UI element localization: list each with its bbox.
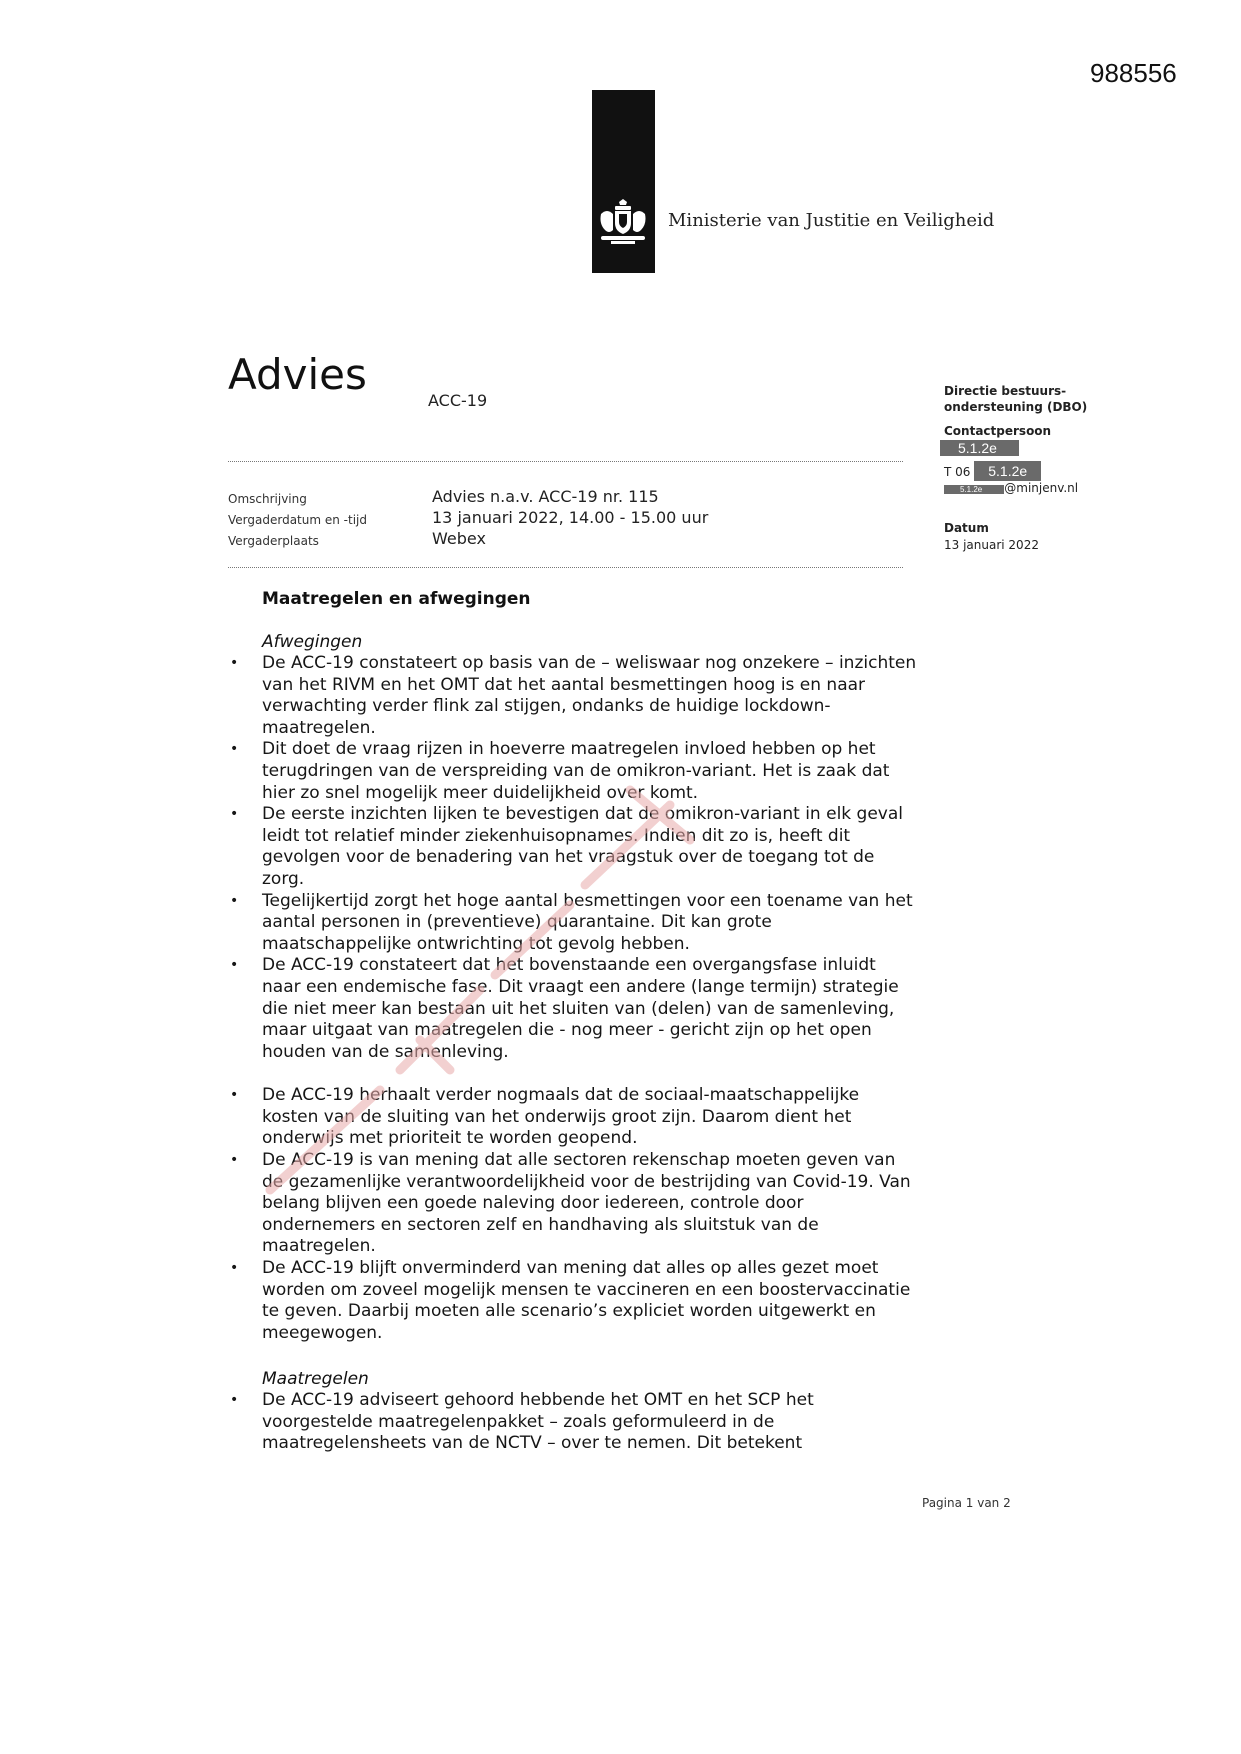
divider-top bbox=[228, 461, 903, 462]
meta-label-vergaderdatum: Vergaderdatum en -tijd bbox=[228, 513, 367, 527]
ministry-name: Ministerie van Justitie en Veiligheid bbox=[668, 210, 995, 231]
list-item: • De eerste inzichten lijken te bevestigen dat de omikron-variant in elk geval leidt tot relatief minder ziekenhuisopnames. Indien dit zo is, heeft dit gevolgen voor de benadering van het vraagstuk over de toegang tot de zorg. bbox=[230, 804, 903, 889]
rijkswapen-coat-of-arms-icon bbox=[595, 198, 652, 248]
contact-phone bbox=[944, 463, 1041, 479]
bullet-list-maatregelen bbox=[228, 1390, 918, 1455]
meta-value-vergaderplaats: Webex bbox=[432, 529, 486, 548]
list-item: • De ACC-19 is van mening dat alle sectoren rekenschap moeten geven van de gezamenlijke verantwoordelijkheid voor de bestrijding van Covid-19. Van belang blijven een goede naleving door iedereen, controle door ondernemers en sectoren zelf en handhaving als sluitstuk van de maatregelen. bbox=[230, 1150, 911, 1257]
redaction-block: 5.1.2e bbox=[944, 485, 1004, 494]
page-number: Pagina 1 van 2 bbox=[922, 1496, 1011, 1510]
meta-value-vergaderdatum: 13 januari 2022, 14.00 - 15.00 uur bbox=[432, 508, 709, 527]
subheading-afwegingen: Afwegingen bbox=[262, 632, 363, 652]
list-item: • De ACC-19 blijft onverminderd van mening dat alles op alles gezet moet worden om zoveel mogelijk mensen te vaccineren en een boostervaccinatie te geven. Daarbij moeten alle scenario’s expliciet worden uitgewerkt en meegewogen. bbox=[230, 1258, 911, 1343]
redaction-block: 5.1.2e bbox=[974, 461, 1041, 481]
list-item: • De ACC-19 constateert op basis van de – weliswaar nog onzekere – inzichten van het RIVM en het OMT dat het aantal besmettingen hoog is en naar verwachting verder flink zal stijgen, ondanks de huidige lockdown-maatregelen. bbox=[230, 653, 917, 738]
subheading-maatregelen: Maatregelen bbox=[262, 1369, 369, 1389]
document-subtitle: ACC-19 bbox=[428, 391, 488, 410]
meta-value-omschrijving: Advies n.a.v. ACC-19 nr. 115 bbox=[432, 487, 659, 506]
contact-email bbox=[944, 481, 1078, 495]
redaction-block: 5.1.2e bbox=[940, 440, 1019, 456]
list-item: • De ACC-19 adviseert gehoord hebbende het OMT en het SCP het voorgestelde maatregelenpakket – zoals geformuleerd in de maatregelensheets van de NCTV – over te nemen. Dit betekent bbox=[230, 1390, 814, 1454]
ministry-logo bbox=[592, 90, 655, 273]
department-line-1: Directie bestuurs- bbox=[944, 384, 1067, 398]
divider-bottom bbox=[228, 567, 903, 568]
meta-label-omschrijving: Omschrijving bbox=[228, 492, 307, 506]
document-number: 988556 bbox=[1090, 58, 1177, 88]
document-title: Advies bbox=[228, 350, 367, 399]
list-item: • Dit doet de vraag rijzen in hoeverre maatregelen invloed hebben op het terugdringen van de verspreiding van de omikron-variant. Het is zaak dat hier zo snel mogelijk meer duidelijkheid over komt. bbox=[230, 739, 890, 803]
meta-label-vergaderplaats: Vergaderplaats bbox=[228, 534, 319, 548]
phone-prefix: T 06 bbox=[944, 465, 971, 479]
section-heading: Maatregelen en afwegingen bbox=[262, 589, 531, 609]
list-item: • De ACC-19 herhaalt verder nogmaals dat de sociaal-maatschappelijke kosten van de sluiting van het onderwijs groot zijn. Daarom dient het onderwijs met prioriteit te worden geopend. bbox=[230, 1085, 860, 1149]
contact-label: Contactpersoon bbox=[944, 424, 1052, 438]
contact-name-redaction bbox=[940, 440, 1019, 456]
department-line-2: ondersteuning (DBO) bbox=[944, 400, 1088, 414]
list-item: • De ACC-19 constateert dat het bovenstaande een overgangsfase inluidt naar een endemische fase. Dit vraagt een andere (lange termijn) strategie die niet meer kan bestaan uit het sluiten van (delen) van de samenleving, maar uitgaat van maatregelen die - nog meer - gericht zijn op het open houden van de samenleving. bbox=[230, 955, 899, 1062]
date-value: 13 januari 2022 bbox=[944, 538, 1039, 552]
list-item: • Tegelijkertijd zorgt het hoge aantal besmettingen voor een toename van het aantal personen in (preventieve) quarantaine. Dit kan grote maatschappelijke ontwrichting tot gevolg hebben. bbox=[230, 890, 913, 954]
email-suffix: @minjenv.nl bbox=[1004, 481, 1079, 495]
date-label: Datum bbox=[944, 521, 989, 535]
bullet-list-afwegingen bbox=[228, 653, 918, 1344]
